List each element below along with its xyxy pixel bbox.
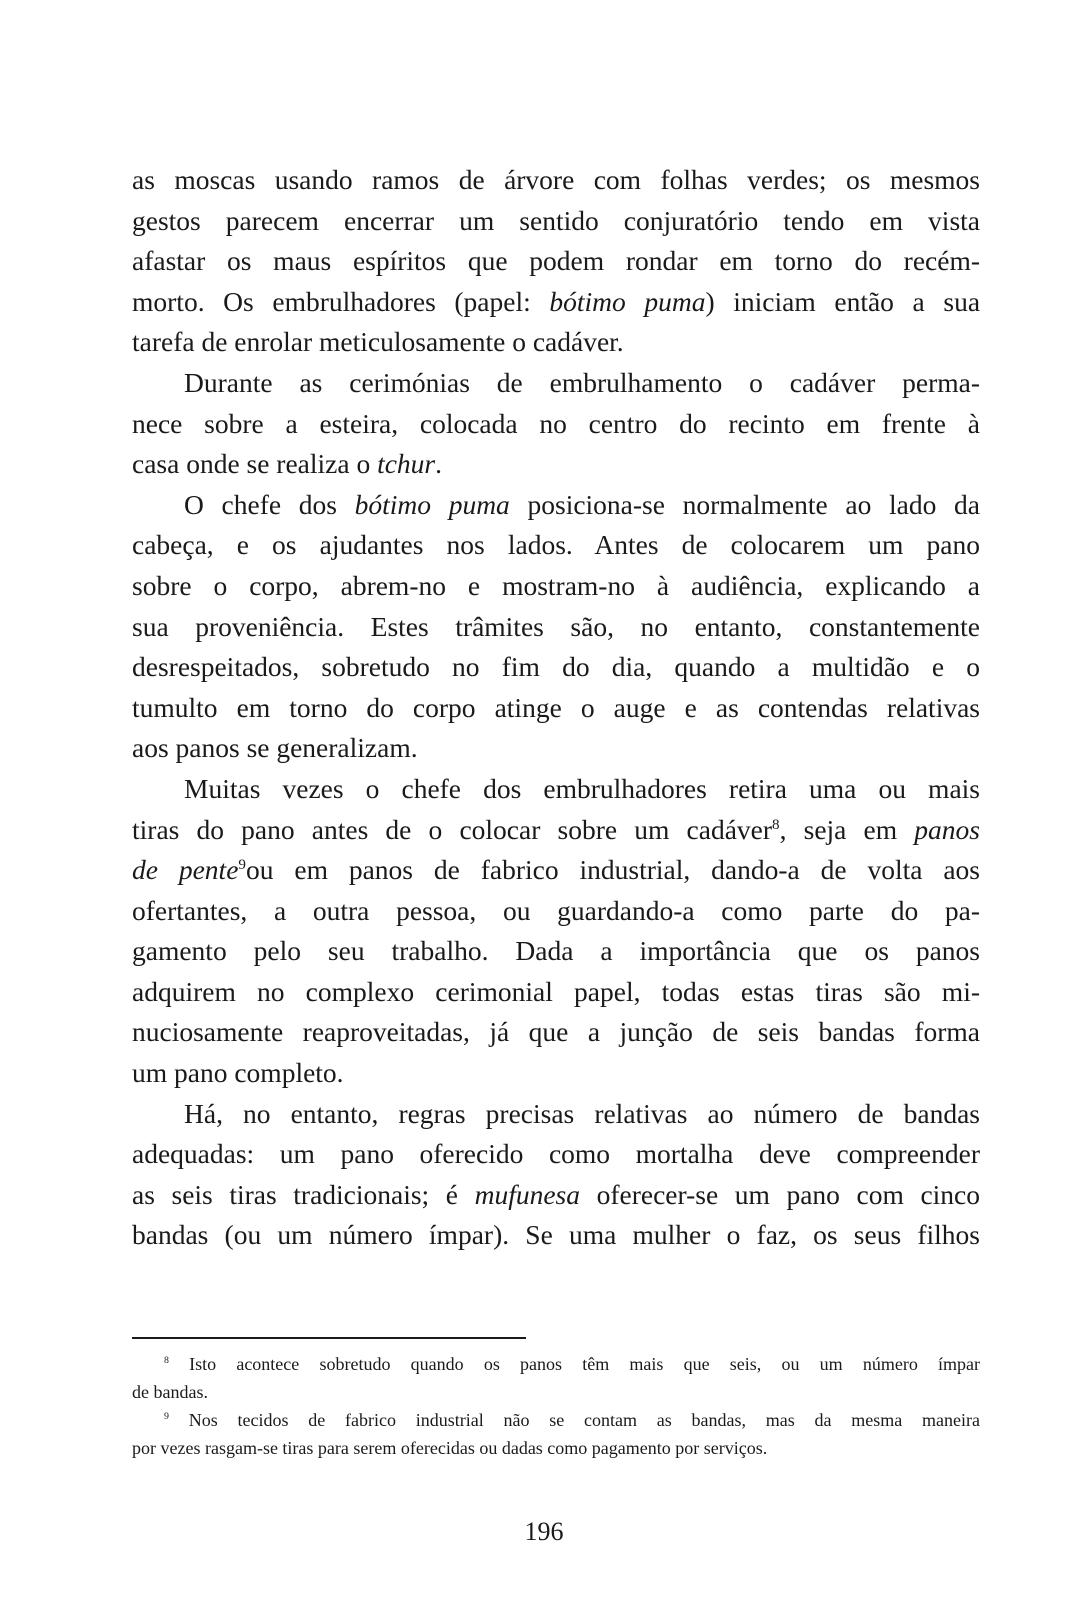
text-line: sua proveniência. Estes trâmites são, no entanto, constantemente: [132, 610, 980, 642]
text-line: [132, 282, 980, 323]
text-line: [132, 850, 980, 891]
text-run: as seis tiras tradicionais; é: [132, 1178, 475, 1210]
text-line: tarefa de enrolar meticulosamente o cadáver.: [132, 326, 624, 358]
text-run: , seja em: [779, 813, 915, 845]
text-run: ou em panos de fabrico industrial, dando-a de volta aos: [245, 854, 980, 886]
italic-term: bótimo puma: [549, 285, 706, 317]
italic-term: mufunesa: [474, 1178, 580, 1210]
text-line: cabeça, e os ajudantes nos lados. Antes de colocarem um pano: [132, 529, 980, 561]
text-line: afastar os maus espíritos que podem rondar em torno do recém-: [132, 245, 980, 277]
text-line: [132, 1175, 980, 1216]
text-run: morto. Os embrulhadores (papel:: [132, 285, 550, 317]
text-line: adequadas: um pano oferecido como mortalha deve compreender: [132, 1138, 980, 1170]
text-run: posiciona-se normalmente ao lado da: [509, 488, 981, 520]
footnote-9: [132, 1406, 980, 1434]
text-line: [132, 485, 980, 526]
footnote-marker: 9: [164, 1411, 169, 1422]
text-line: as moscas usando ramos de árvore com folhas verdes; os mesmos: [132, 164, 980, 195]
text-line: nece sobre a esteira, colocada no centro do recinto em frente à: [132, 407, 980, 439]
page-number: 196: [524, 1517, 564, 1546]
text-run: .: [435, 448, 443, 480]
text-run: O chefe dos: [184, 488, 355, 520]
footnote-marker: 8: [164, 1355, 169, 1366]
text-line: adquirem no complexo cerimonial papel, todas estas tiras são mi-: [132, 975, 980, 1007]
italic-term: de pente: [132, 854, 239, 886]
text-line: [132, 444, 980, 485]
text-line: ofertantes, a outra pessoa, ou guardando-a como parte do pa-: [132, 894, 980, 926]
text-line: tumulto em torno do corpo atinge o auge e as contendas relativas: [132, 691, 980, 723]
text-line: um pano completo.: [132, 1057, 344, 1089]
text-line: Muitas vezes o chefe dos embrulhadores retira uma ou mais: [184, 772, 980, 804]
text-line: sobre o corpo, abrem-no e mostram-no à audiência, explicando a: [132, 569, 980, 601]
text-line: gamento pelo seu trabalho. Dada a importância que os panos: [132, 935, 980, 967]
text-run: oferecer-se um pano com cinco: [580, 1178, 980, 1210]
footnotes: [132, 1350, 980, 1462]
text-run: casa onde se realiza o: [132, 448, 378, 480]
italic-term: panos: [914, 813, 980, 845]
footnote-text: de bandas.: [132, 1382, 208, 1402]
text-line: Durante as cerimónias de embrulhamento o cadáver perma-: [184, 366, 980, 398]
italic-term: bótimo puma: [354, 488, 510, 520]
text-line: Há, no entanto, regras precisas relativas ao número de bandas: [184, 1097, 980, 1129]
footnote-text: Isto acontece sobretudo quando os panos têm mais que seis, ou um número ímpar: [189, 1354, 981, 1374]
text-run: tiras do pano antes de o colocar sobre um cadáver: [132, 813, 773, 845]
footnote-8: [132, 1350, 980, 1378]
footnote-text: Nos tecidos de fabrico industrial não se contam as bandas, mas da mesma maneira: [188, 1410, 980, 1430]
footnote-ref[interactable]: 9: [238, 856, 246, 873]
footnote-ref[interactable]: 8: [772, 816, 780, 833]
body-text: [132, 160, 980, 1256]
text-line: gestos parecem encerrar um sentido conjuratório tendo em vista: [132, 204, 980, 236]
text-line: nuciosamente reaproveitadas, já que a junção de seis bandas forma: [132, 1016, 980, 1048]
text-line: aos panos se generalizam.: [132, 732, 418, 764]
text-line: bandas (ou um número ímpar). Se uma mulher o faz, os seus filhos: [132, 1219, 980, 1251]
text-line: desrespeitados, sobretudo no fim do dia, quando a multidão e o: [132, 651, 980, 683]
italic-term: tchur: [377, 448, 436, 480]
footnote-text: por vezes rasgam-se tiras para serem oferecidas ou dadas como pagamento por serviços.: [132, 1438, 768, 1458]
footnote-separator: [132, 1337, 526, 1339]
text-line: [132, 810, 980, 851]
text-run: ) iniciam então a sua: [705, 285, 981, 317]
